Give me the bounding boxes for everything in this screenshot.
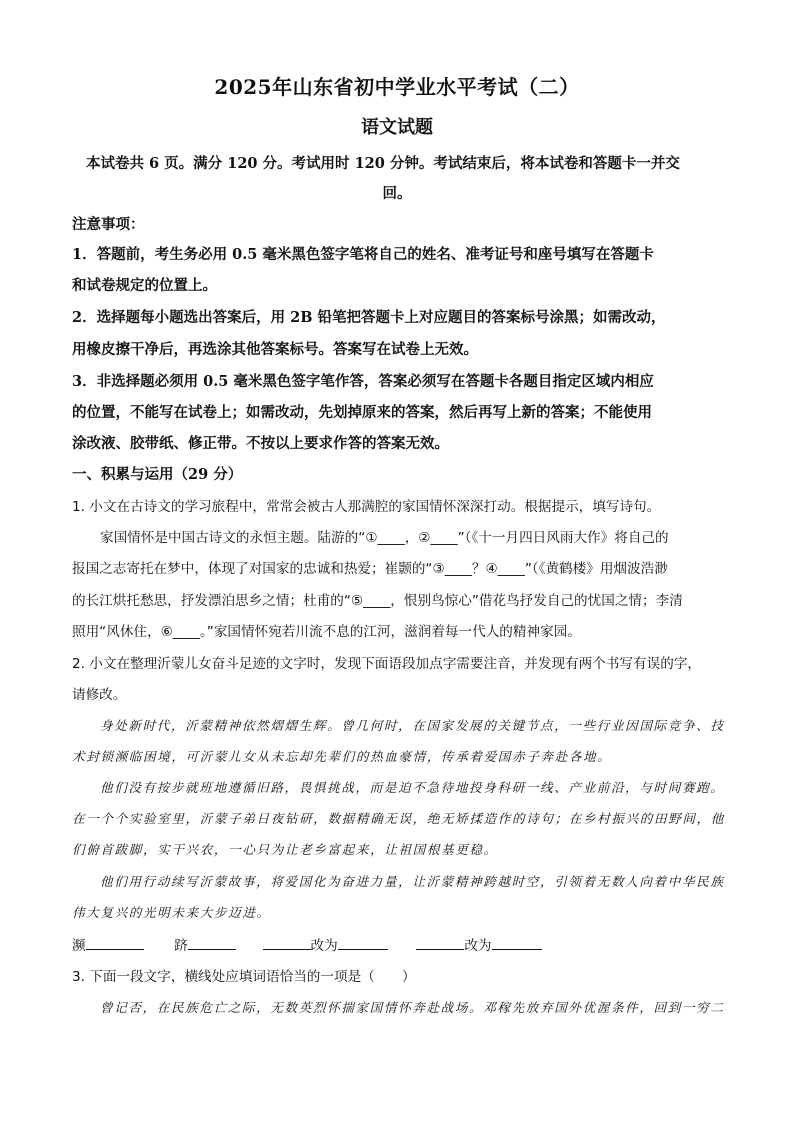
answer-blank[interactable] (263, 935, 311, 950)
notes-line: 3．非选择题必须用 0.5 毫米黑色签字笔作答，答案必须写在答题卡各题目指定区域内相应 (72, 373, 654, 390)
q1-para-line: 的长江烘托愁思，抒发漂泊思乡之情；杜甫的“⑤____，恨别鸟惊心”借花鸟抒发自己的忧国之情；李清 (72, 593, 683, 609)
q3-passage-line: 曾记否，在民族危亡之际，无数英烈怀揣家国情怀奔赴战场。邓稼先放弃国外优渥条件，回到一穷二 (100, 1000, 725, 1015)
q2-answer-row (72, 934, 722, 954)
intro-line-2: 回。 (382, 185, 412, 202)
intro-line-1: 本试卷共 6 页。满分 120 分。考试用时 120 分钟。考试结束后，将本试卷和答题卡一并交 (86, 155, 680, 172)
answer-blank[interactable] (188, 935, 236, 950)
notes-heading: 注意事项： (72, 216, 145, 233)
q2-passage-line: 在一个个实验室里，沂蒙子弟日夜钻研，数据精确无误，绝无矫揉造作的诗句；在乡村振兴的田野间，他 (72, 811, 725, 826)
answer-label: 改为 (464, 938, 492, 954)
q1-stem: 1. 小文在古诗文的学习旅程中，常常会被古人那满腔的家国情怀深深打动。根据提示，填写诗句。 (72, 499, 661, 515)
answer-blank[interactable] (492, 935, 542, 950)
notes-line: 用橡皮擦干净后，再选涂其他答案标号。答案写在试卷上无效。 (72, 341, 478, 358)
notes-line: 涂改液、胶带纸、修正带。不按以上要求作答的答案无效。 (72, 435, 449, 452)
answer-label: 改为 (310, 938, 338, 954)
answer-label: 濒 (72, 938, 86, 954)
q2-stem: 2. 小文在整理沂蒙儿女奋斗足迹的文字时，发现下面语段加点字需要注音，并发现有两个书写有误的字， (72, 656, 702, 672)
q2-passage-line: 们俯首跋脚，实干兴农，一心只为让老乡富起来，让祖国根基更稳。 (72, 842, 498, 857)
q2-passage-line: 术封锁濒临困境，可沂蒙儿女从未忘却先辈们的热血豪情，传承着爱国赤子奔赴各地。 (72, 749, 612, 764)
notes-line: 2．选择题每小题选出答案后，用 2B 铅笔把答题卡上对应题目的答案标号涂黑；如需改动， (72, 309, 666, 326)
section-heading: 一、积累与运用（29 分） (72, 466, 243, 483)
answer-blank[interactable] (416, 935, 464, 950)
q1-para-line: 报国之志寄托在梦中，体现了对国家的忠诚和热爱；崔颢的“③____？④____”（《黄鹤楼》用烟波浩渺 (72, 561, 668, 577)
q2-stem-cont: 请修改。 (72, 687, 127, 703)
exam-subtitle: 语文试题 (361, 117, 433, 138)
q2-passage-line: 他们用行动续写沂蒙故事，将爱国化为奋进力量，让沂蒙精神跨越时空，引领着无数人向着中华民族 (100, 874, 725, 889)
notes-line: 的位置，不能写在试卷上；如需改动，先划掉原来的答案，然后再写上新的答案；不能使用 (72, 404, 652, 421)
q2-passage-line: 伟大复兴的光明未来大步迈进。 (72, 905, 271, 920)
q2-passage-line: 他们没有按步就班地遵循旧路，畏惧挑战，而是迫不急待地投身科研一线、产业前沿，与时间赛跑。 (100, 780, 725, 795)
q2-passage-line: 身处新时代，沂蒙精神依然熠熠生辉。曾几何时，在国家发展的关键节点，一些行业因国际竞争、技 (100, 718, 725, 733)
notes-line: 和试卷规定的位置上。 (72, 277, 217, 294)
q1-para-line: 家国情怀是中国古诗文的永恒主题。陆游的“①____，②____”（《十一月四日风雨大作》将自己的 (100, 530, 669, 546)
exam-title: 2025年山东省初中学业水平考试（二） (214, 75, 580, 99)
answer-blank[interactable] (86, 935, 144, 950)
q1-para-line: 照用“风休住，⑥____。”家国情怀宛若川流不息的江河，滋润着每一代人的精神家园。 (72, 624, 581, 640)
notes-line: 1．答题前，考生务必用 0.5 毫米黑色签字笔将自己的姓名、准考证号和座号填写在答题卡 (72, 246, 654, 263)
answer-blank[interactable] (338, 935, 388, 950)
q3-stem: 3. 下面一段文字，横线处应填词语恰当的一项是（ ） (72, 969, 416, 985)
answer-label: 跻 (174, 938, 188, 954)
